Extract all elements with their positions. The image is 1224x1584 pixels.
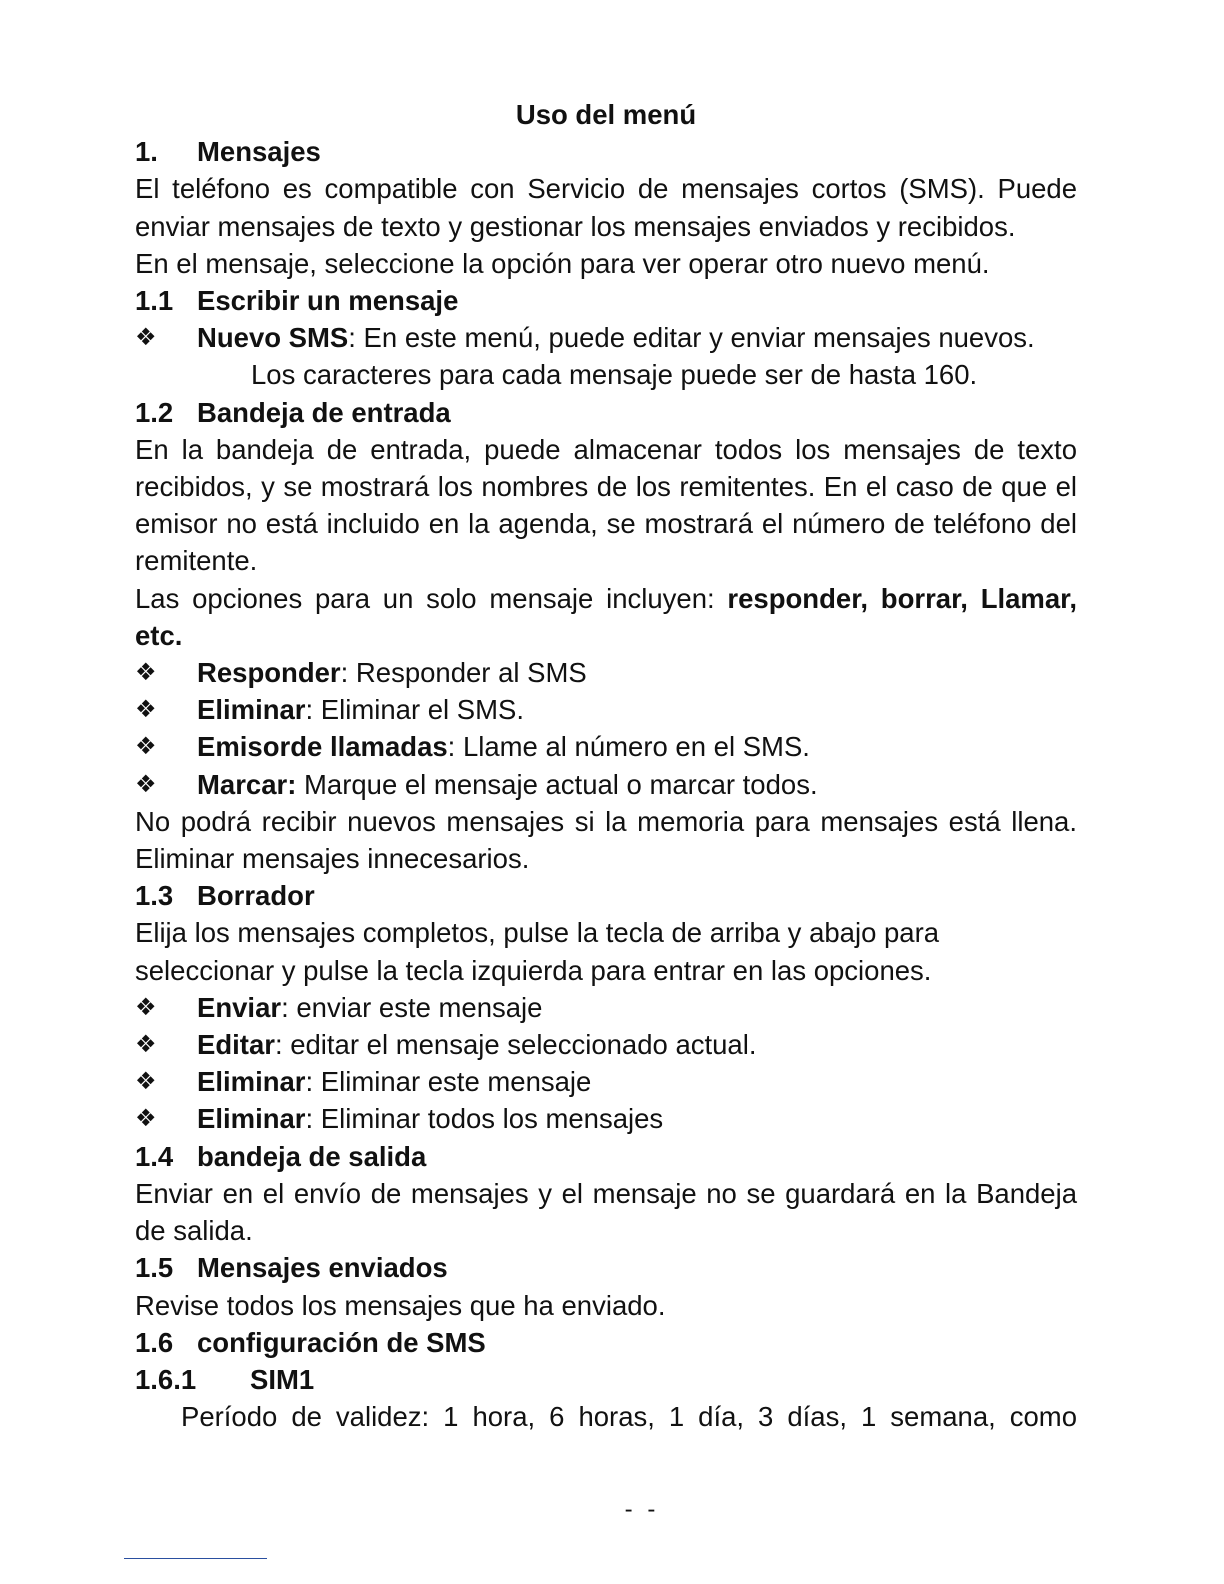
bullet-term: Marcar:	[197, 768, 297, 800]
bullet-text: Marque el mensaje actual o marcar todos.	[296, 768, 818, 800]
paragraph-drafts: Elija los mensajes completos, pulse la tecla de arriba y abajo para seleccionar y pulse la tecla izquierda para entrar en las opciones.	[135, 917, 940, 986]
bullet-term: Enviar	[197, 991, 282, 1023]
section-label: bandeja de salida	[197, 1140, 427, 1172]
section-label: Bandeja de entrada	[197, 396, 451, 428]
bullet-text: : Llame al número en el SMS.	[447, 731, 810, 763]
page-title: Uso del menú	[515, 99, 697, 130]
bullet-term: Nuevo SMS	[197, 322, 349, 354]
bullet-item	[135, 654, 1077, 691]
section-heading-1-5	[135, 1249, 1077, 1286]
diamond-bullet-icon: ❖	[135, 733, 157, 761]
section-label: Mensajes enviados	[197, 1252, 448, 1284]
page-footer: - -	[624, 1496, 660, 1523]
paragraph-menu-option: En el mensaje, seleccione la opción para ver operar otro nuevo menú.	[135, 247, 990, 279]
bullet-item	[135, 1100, 1077, 1137]
inbox-bullet-list	[135, 654, 1077, 803]
bullet-text: : En este menú, puede editar y enviar mensajes nuevos.	[348, 322, 1035, 354]
section-label: configuración de SMS	[197, 1326, 486, 1358]
section-number: 1.5	[135, 1252, 174, 1284]
paragraph-validity: Período de validez: 1 hora, 6 horas, 1 día, 3 días, 1 semana, como	[181, 1401, 1077, 1433]
bullet-text: : Eliminar el SMS.	[305, 694, 525, 726]
bullet-item	[135, 766, 1077, 803]
bullet-text: : Responder al SMS	[340, 657, 587, 689]
section-heading-1-3	[135, 877, 1077, 914]
diamond-bullet-icon: ❖	[135, 324, 157, 352]
diamond-bullet-icon: ❖	[135, 770, 157, 798]
bullet-item	[135, 989, 1077, 1026]
bullet-term: Eliminar	[197, 1103, 306, 1135]
section-number: 1.2	[135, 396, 174, 428]
diamond-bullet-icon: ❖	[135, 696, 157, 724]
bullet-text: : Eliminar este mensaje	[305, 1066, 592, 1098]
bullet-item	[135, 691, 1077, 728]
section-heading-1-2	[135, 394, 1077, 431]
bullet-term: Responder	[197, 657, 341, 689]
paragraph-outbox: Enviar en el envío de mensajes y el mensaje no se guardará en la Bandeja de salida.	[135, 1177, 1077, 1247]
section-label: Escribir un mensaje	[197, 285, 459, 317]
bullet-term: Emisorde llamadas	[197, 731, 448, 763]
bullet-text: : enviar este mensaje	[281, 991, 543, 1023]
section-number: 1.3	[135, 880, 174, 912]
options-list: responder, borrar, Llamar, etc.	[135, 582, 1077, 651]
paragraph-sent: Revise todos los mensajes que ha enviado.	[135, 1289, 666, 1321]
paragraph-character-limit: Los caracteres para cada mensaje puede ser de hasta 160.	[251, 359, 978, 391]
bullet-item	[135, 1026, 1077, 1063]
section-number: 1.1	[135, 285, 174, 317]
diamond-bullet-icon: ❖	[135, 1105, 157, 1133]
bullet-text: : editar el mensaje seleccionado actual.	[274, 1029, 757, 1061]
section-label: Borrador	[197, 880, 315, 912]
paragraph-intro: El teléfono es compatible con Servicio de mensajes cortos (SMS). Puede enviar mensajes de texto y gestionar los mensajes enviados y recibidos.	[135, 173, 1077, 242]
paragraph-memory-full: No podrá recibir nuevos mensajes si la memoria para mensajes está llena. Eliminar mensajes innecesarios.	[135, 805, 1077, 875]
section-number: 1.	[135, 136, 158, 168]
section-number: 1.4	[135, 1140, 174, 1172]
diamond-bullet-icon: ❖	[135, 1031, 157, 1059]
paragraph-inbox-options	[135, 580, 1077, 654]
section-heading-1-6-1	[135, 1361, 1077, 1398]
paragraph-inbox: En la bandeja de entrada, puede almacenar todos los mensajes de texto recibidos, y se mostrará los nombres de los remitentes. En el caso de que el emisor no está incluido en la agenda, se mostrará el número de teléfono del remitente.	[135, 433, 1077, 577]
section-heading-1-4	[135, 1138, 1077, 1175]
section-heading-1	[135, 133, 1077, 170]
bullet-nuevo-sms	[135, 319, 1077, 356]
diamond-bullet-icon: ❖	[135, 1068, 157, 1096]
bullet-item	[135, 728, 1077, 765]
bullet-item	[135, 1063, 1077, 1100]
bullet-term: Eliminar	[197, 694, 306, 726]
section-label: Mensajes	[197, 136, 321, 168]
draft-bullet-list	[135, 989, 1077, 1138]
section-heading-1-1	[135, 282, 1077, 319]
section-heading-1-6	[135, 1324, 1077, 1361]
footnote-divider	[124, 1558, 267, 1559]
section-number: 1.6	[135, 1326, 174, 1358]
bullet-text: : Eliminar todos los mensajes	[305, 1103, 664, 1135]
section-number: 1.6.1	[135, 1363, 197, 1395]
section-label: SIM1	[250, 1363, 315, 1395]
bullet-term: Editar	[197, 1029, 275, 1061]
options-intro: Las opciones para un solo mensaje incluyen:	[135, 582, 728, 614]
document-page	[135, 96, 1077, 1435]
diamond-bullet-icon: ❖	[135, 659, 157, 687]
bullet-term: Eliminar	[197, 1066, 306, 1098]
diamond-bullet-icon: ❖	[135, 993, 157, 1021]
